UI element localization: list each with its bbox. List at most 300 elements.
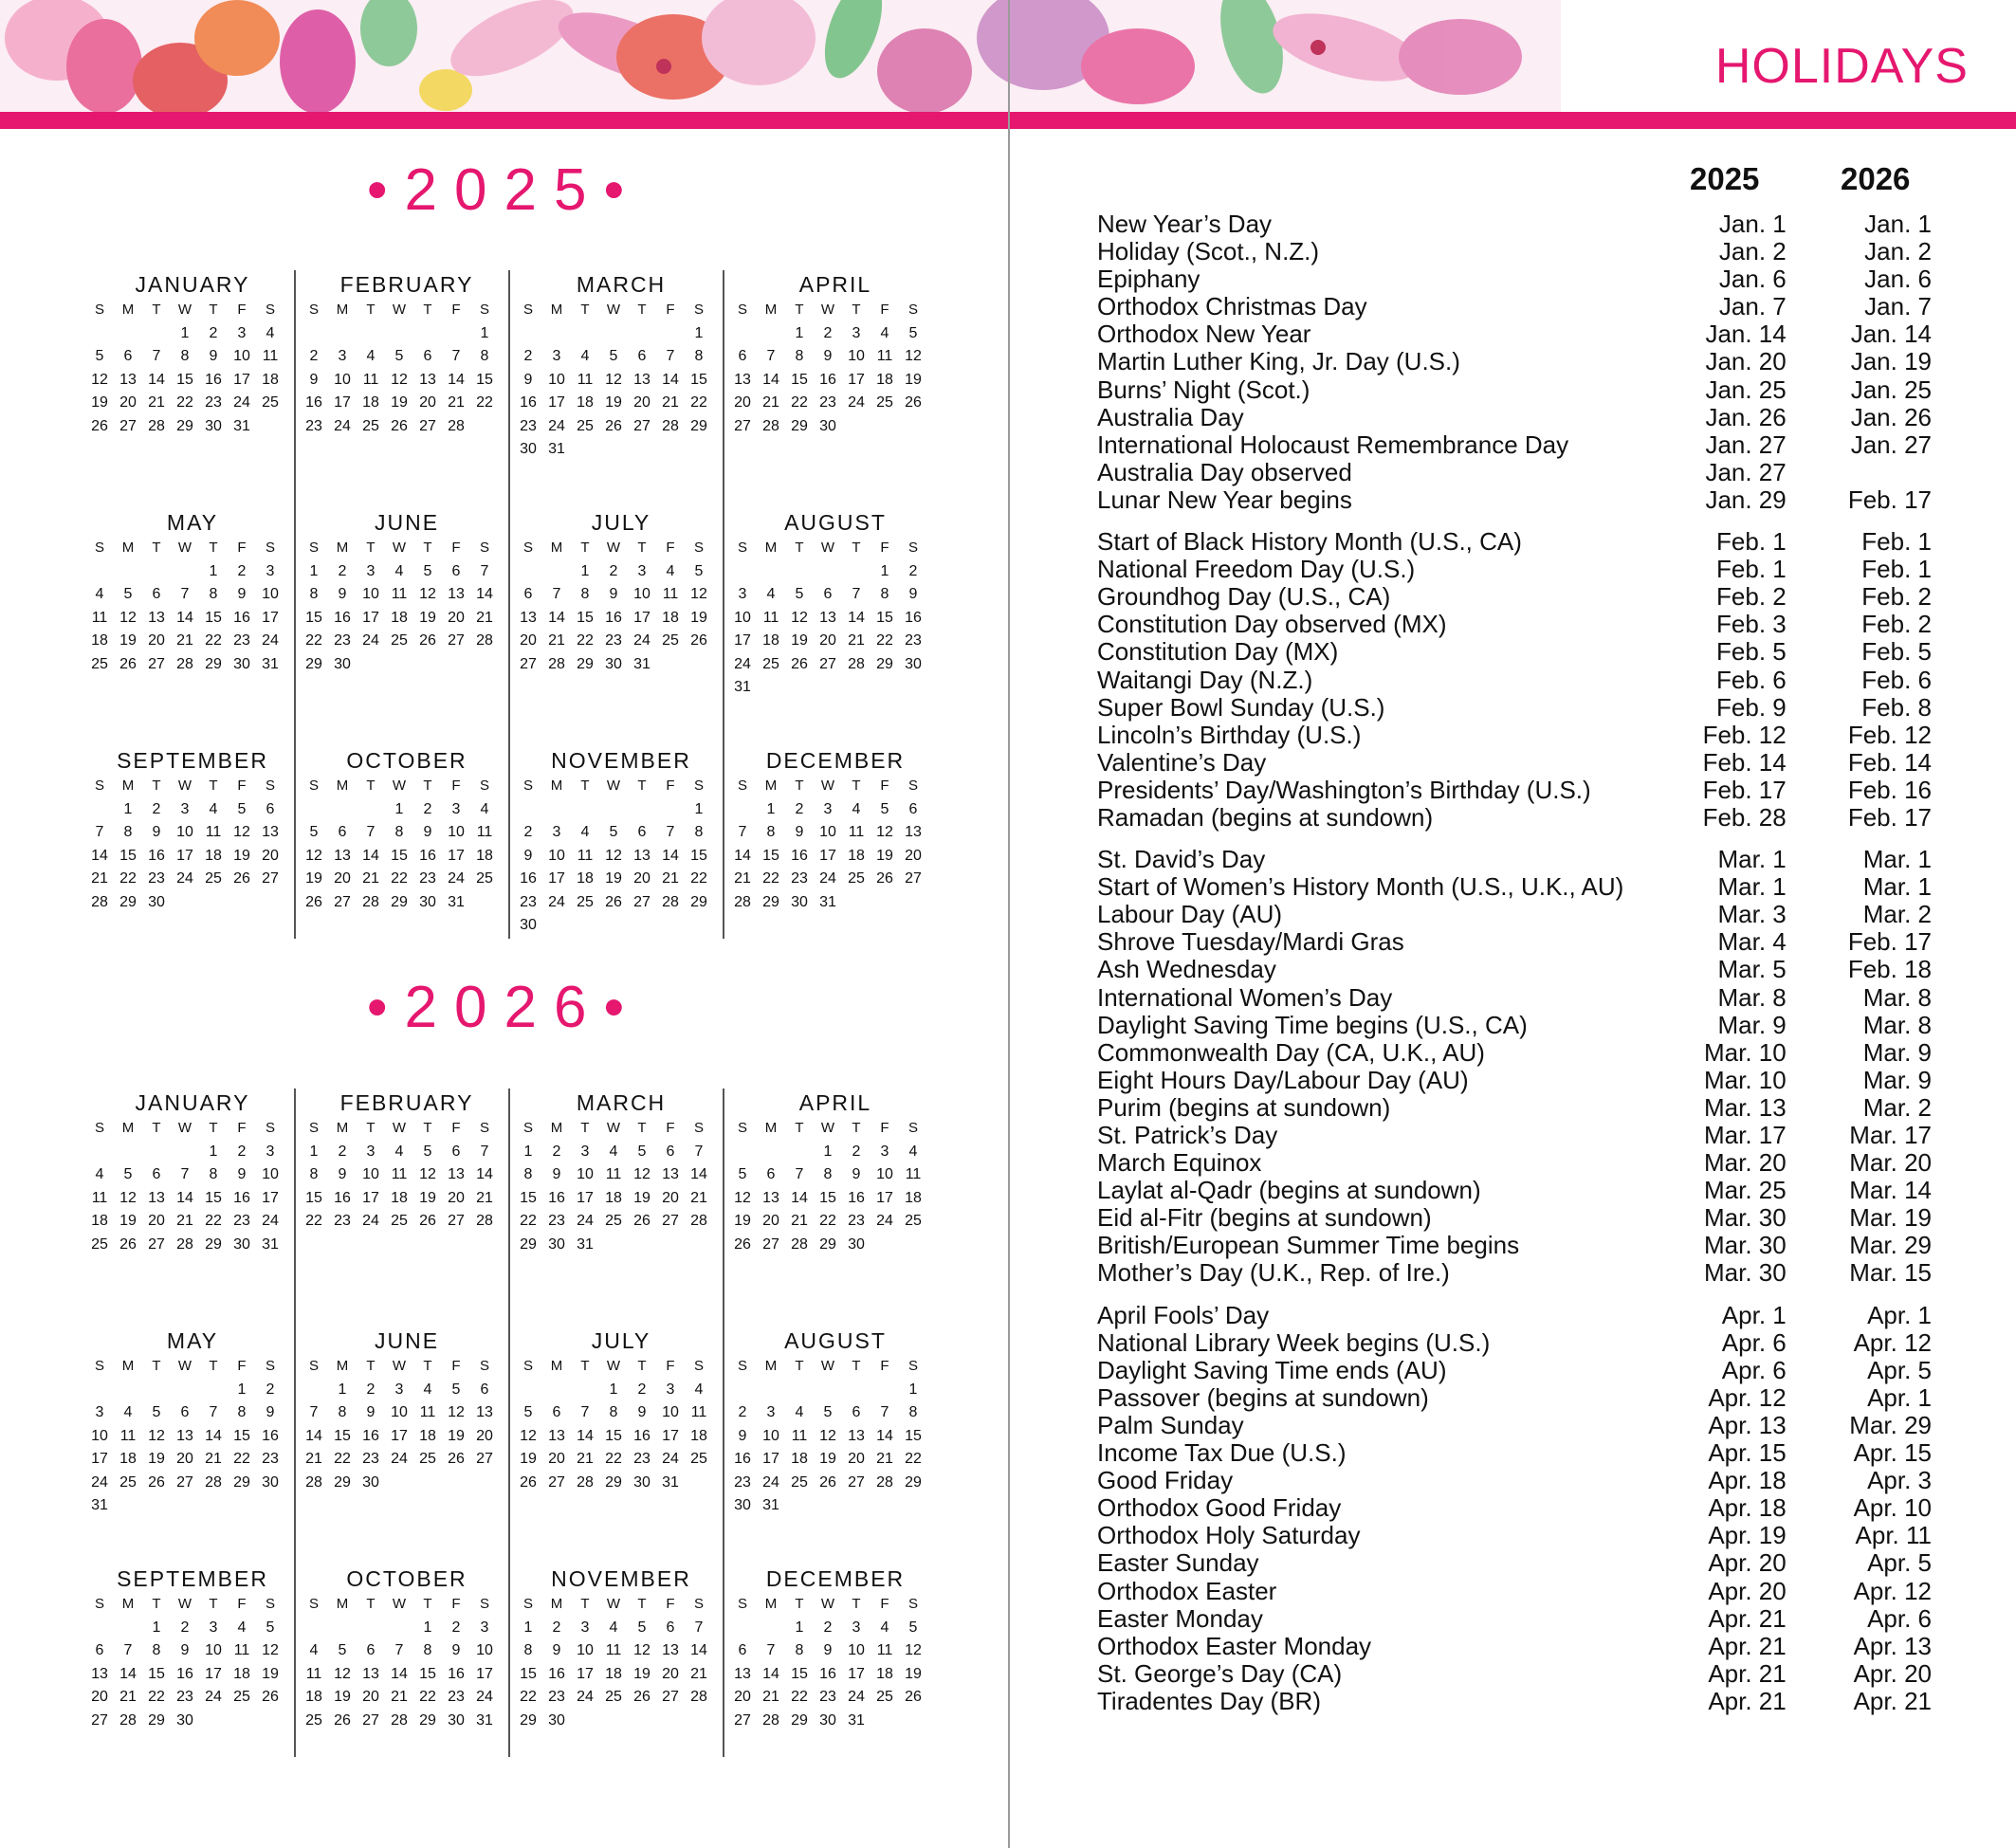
month-name: MARCH bbox=[576, 1090, 667, 1115]
weekday-letter: M bbox=[550, 1358, 563, 1374]
weekday-letter: T bbox=[152, 1120, 161, 1136]
day-number: 7 bbox=[766, 1642, 776, 1658]
day-number: 24 bbox=[662, 1451, 679, 1467]
day-number: 15 bbox=[905, 1427, 922, 1444]
day-number: 9 bbox=[738, 1427, 747, 1444]
day-number: 23 bbox=[819, 394, 836, 411]
day-number bbox=[785, 676, 814, 700]
day-number: 28 bbox=[119, 1711, 137, 1729]
holiday-row bbox=[1097, 1660, 1932, 1688]
weekday-letter: T bbox=[637, 1120, 647, 1136]
day-number: 3 bbox=[666, 1381, 675, 1398]
day-number: 7 bbox=[694, 1619, 704, 1636]
day-number: 1 bbox=[394, 800, 404, 817]
day-number: 30 bbox=[205, 417, 222, 434]
day-number: 5 bbox=[609, 348, 618, 364]
day-number: 23 bbox=[819, 1689, 836, 1705]
day-number: 15 bbox=[233, 1427, 250, 1444]
weekday-header bbox=[728, 299, 943, 322]
day-number: 14 bbox=[148, 371, 165, 388]
day-number: 23 bbox=[305, 417, 322, 434]
day-number: 18 bbox=[362, 394, 379, 411]
day-number: 24 bbox=[734, 655, 751, 672]
day-number bbox=[442, 1472, 470, 1495]
day-number: 11 bbox=[605, 1166, 622, 1182]
day-number: 4 bbox=[666, 562, 675, 579]
day-number: 20 bbox=[119, 394, 137, 411]
day-number bbox=[656, 438, 685, 462]
day-number bbox=[357, 1617, 385, 1640]
day-number: 17 bbox=[848, 371, 865, 388]
weekday-letter: S bbox=[308, 1120, 319, 1136]
day-number: 4 bbox=[394, 562, 404, 579]
day-number: 12 bbox=[148, 1427, 165, 1444]
day-number: 22 bbox=[391, 870, 408, 887]
day-number: 18 bbox=[605, 1189, 622, 1206]
day-number: 16 bbox=[233, 609, 250, 626]
day-number: 3 bbox=[552, 824, 561, 840]
date-2026: Apr. 20 bbox=[1853, 1658, 1932, 1688]
week-row bbox=[85, 653, 300, 677]
date-2026: Feb. 2 bbox=[1861, 610, 1932, 639]
day-number: 29 bbox=[334, 1473, 351, 1491]
day-number: 16 bbox=[520, 870, 537, 887]
date-2025: Jan. 20 bbox=[1705, 347, 1787, 376]
weekday-letter: T bbox=[637, 1358, 647, 1374]
date-2025: Jan. 25 bbox=[1705, 375, 1787, 404]
day-number: 6 bbox=[423, 348, 432, 364]
day-number: 15 bbox=[419, 1665, 436, 1682]
day-number: 6 bbox=[738, 1642, 747, 1658]
day-number bbox=[628, 798, 656, 822]
day-number: 27 bbox=[905, 870, 922, 887]
day-number bbox=[514, 560, 542, 584]
day-number bbox=[85, 1379, 114, 1402]
day-number: 19 bbox=[633, 1665, 651, 1682]
weekday-letter: S bbox=[693, 1120, 704, 1136]
weekday-letter: W bbox=[392, 1120, 407, 1136]
day-number: 29 bbox=[690, 417, 707, 434]
day-number bbox=[171, 1141, 199, 1164]
week-row bbox=[728, 868, 943, 891]
day-number: 26 bbox=[905, 1689, 922, 1705]
day-number: 1 bbox=[480, 324, 489, 341]
weekday-letter: T bbox=[852, 1358, 861, 1374]
day-number: 27 bbox=[176, 1473, 193, 1491]
day-number bbox=[228, 891, 256, 915]
day-number: 5 bbox=[423, 562, 432, 579]
day-number: 16 bbox=[233, 1189, 250, 1206]
day-number bbox=[385, 1472, 413, 1495]
week-row bbox=[85, 1379, 300, 1402]
day-number: 6 bbox=[908, 800, 918, 817]
weekday-letter: S bbox=[94, 1596, 104, 1612]
holiday-row bbox=[1097, 459, 1932, 486]
day-number: 2 bbox=[237, 1143, 247, 1160]
holiday-name: Waitangi Day (N.Z.) bbox=[1097, 665, 1313, 694]
day-number: 22 bbox=[819, 1213, 836, 1229]
day-number: 23 bbox=[548, 1213, 565, 1229]
holiday-name: Orthodox Easter bbox=[1097, 1576, 1277, 1605]
day-number: 13 bbox=[148, 609, 165, 626]
day-number: 24 bbox=[848, 1689, 865, 1705]
day-number bbox=[685, 1472, 713, 1495]
day-number bbox=[413, 322, 442, 346]
day-number bbox=[199, 1494, 228, 1518]
date-2025: Apr. 6 bbox=[1721, 1327, 1787, 1357]
day-number: 4 bbox=[580, 824, 590, 840]
holiday-name: Presidents’ Day/Washington’s Birthday (U.S.) bbox=[1097, 775, 1591, 804]
day-number: 20 bbox=[734, 1689, 751, 1705]
day-number: 19 bbox=[520, 1451, 537, 1467]
day-number: 7 bbox=[694, 1143, 704, 1160]
day-number: 8 bbox=[152, 1642, 161, 1658]
day-number: 14 bbox=[476, 586, 493, 602]
weekday-letter: S bbox=[907, 778, 918, 794]
day-number bbox=[328, 322, 357, 346]
day-number: 5 bbox=[123, 586, 133, 602]
day-number: 23 bbox=[233, 632, 250, 649]
day-number: 5 bbox=[394, 348, 404, 364]
day-number: 29 bbox=[605, 1473, 622, 1491]
day-number: 22 bbox=[520, 1213, 537, 1229]
weekday-letter: S bbox=[693, 1596, 704, 1612]
holiday-name: Start of Women’s History Month (U.S., U.K., AU) bbox=[1097, 872, 1624, 902]
day-number: 17 bbox=[262, 1189, 279, 1206]
holiday-row bbox=[1097, 320, 1932, 348]
day-number: 31 bbox=[734, 679, 751, 695]
day-number: 6 bbox=[637, 348, 647, 364]
day-number bbox=[899, 891, 927, 915]
date-2026: Apr. 3 bbox=[1867, 1466, 1932, 1495]
day-number: 5 bbox=[266, 1619, 275, 1636]
day-number: 4 bbox=[694, 1381, 704, 1398]
day-number: 15 bbox=[791, 371, 808, 388]
month-name: OCTOBER bbox=[346, 748, 467, 773]
day-number: 30 bbox=[520, 441, 537, 457]
week-row bbox=[728, 798, 943, 822]
day-number: 28 bbox=[662, 893, 679, 910]
day-number: 9 bbox=[552, 1642, 561, 1658]
day-number: 10 bbox=[548, 371, 565, 388]
day-number bbox=[757, 1617, 785, 1640]
day-number: 22 bbox=[577, 632, 594, 649]
weekday-letter: W bbox=[606, 302, 621, 318]
day-number: 22 bbox=[205, 1213, 222, 1229]
day-number: 4 bbox=[795, 1404, 804, 1420]
day-number: 30 bbox=[605, 655, 622, 672]
day-number: 21 bbox=[148, 394, 165, 411]
day-number bbox=[785, 1379, 814, 1402]
week-row bbox=[85, 1187, 300, 1211]
day-number: 18 bbox=[848, 847, 865, 864]
day-number: 10 bbox=[734, 609, 751, 626]
day-number: 20 bbox=[91, 1689, 108, 1705]
week-row bbox=[85, 1686, 300, 1710]
day-number: 15 bbox=[876, 609, 893, 626]
day-number: 17 bbox=[848, 1665, 865, 1682]
day-number: 18 bbox=[391, 609, 408, 626]
day-number: 4 bbox=[880, 324, 889, 341]
day-number bbox=[85, 1141, 114, 1164]
holiday-name: Passover (begins at sundown) bbox=[1097, 1382, 1429, 1412]
day-number: 12 bbox=[391, 371, 408, 388]
holiday-row bbox=[1097, 1357, 1932, 1384]
day-number: 7 bbox=[795, 1166, 804, 1182]
day-number: 23 bbox=[205, 394, 222, 411]
day-number: 8 bbox=[309, 1166, 319, 1182]
day-number: 11 bbox=[262, 348, 279, 364]
week-row bbox=[85, 1639, 300, 1663]
day-number: 8 bbox=[309, 586, 319, 602]
date-2025: Feb. 28 bbox=[1702, 802, 1787, 832]
holiday-name: Purim (begins at sundown) bbox=[1097, 1092, 1391, 1122]
weekday-letter: M bbox=[121, 778, 135, 794]
day-number: 14 bbox=[690, 1642, 707, 1658]
week-row bbox=[300, 607, 514, 631]
date-2025: Apr. 21 bbox=[1708, 1658, 1787, 1688]
week-row bbox=[300, 415, 514, 439]
month-name: JULY bbox=[591, 510, 651, 535]
day-number: 4 bbox=[394, 1143, 404, 1160]
holiday-name: National Freedom Day (U.S.) bbox=[1097, 555, 1416, 584]
date-2026: Mar. 9 bbox=[1862, 1037, 1932, 1067]
weekday-letter: F bbox=[451, 778, 461, 794]
week-row bbox=[514, 1187, 728, 1211]
day-number: 6 bbox=[738, 348, 747, 364]
weekday-letter: S bbox=[737, 1120, 747, 1136]
day-number: 19 bbox=[148, 1451, 165, 1467]
day-number: 28 bbox=[848, 655, 865, 672]
day-number: 28 bbox=[91, 893, 108, 910]
week-row bbox=[728, 1448, 943, 1472]
week-row bbox=[300, 798, 514, 822]
day-number: 2 bbox=[209, 324, 218, 341]
day-number bbox=[171, 560, 199, 584]
holiday-name: Burns’ Night (Scot.) bbox=[1097, 375, 1310, 404]
date-2025: Feb. 9 bbox=[1716, 692, 1787, 722]
day-number bbox=[142, 1494, 171, 1518]
day-number: 26 bbox=[734, 1235, 751, 1253]
day-number: 24 bbox=[176, 870, 193, 887]
day-number: 22 bbox=[334, 1451, 351, 1467]
weekday-letter: F bbox=[451, 1596, 461, 1612]
weekday-letter: M bbox=[121, 1596, 135, 1612]
day-number: 5 bbox=[908, 324, 918, 341]
week-row bbox=[300, 630, 514, 653]
day-number bbox=[785, 560, 814, 584]
day-number: 30 bbox=[520, 917, 537, 933]
day-number: 12 bbox=[905, 1642, 922, 1658]
weekday-letter: M bbox=[550, 302, 563, 318]
weekday-letter: T bbox=[852, 302, 861, 318]
day-number: 13 bbox=[334, 847, 351, 864]
date-2026: Jan. 26 bbox=[1850, 402, 1932, 431]
day-number: 29 bbox=[762, 893, 779, 910]
day-number: 30 bbox=[419, 893, 436, 910]
day-number: 8 bbox=[209, 1166, 218, 1182]
holiday-row bbox=[1097, 1412, 1932, 1439]
day-number: 5 bbox=[237, 800, 247, 817]
week-row bbox=[514, 1210, 728, 1234]
holiday-name: Eight Hours Day/Labour Day (AU) bbox=[1097, 1065, 1469, 1094]
day-number: 8 bbox=[880, 586, 889, 602]
day-number: 22 bbox=[205, 632, 222, 649]
day-number: 20 bbox=[633, 394, 651, 411]
week-row bbox=[514, 1639, 728, 1663]
date-2025: Apr. 18 bbox=[1708, 1493, 1787, 1523]
week-row bbox=[514, 630, 728, 653]
holiday-name: Orthodox Easter Monday bbox=[1097, 1631, 1372, 1660]
day-number: 27 bbox=[520, 655, 537, 672]
day-number: 23 bbox=[176, 1689, 193, 1705]
week-row bbox=[85, 1425, 300, 1449]
weekday-letter: T bbox=[795, 1596, 804, 1612]
date-2026: Jan. 14 bbox=[1850, 320, 1932, 349]
day-number: 1 bbox=[338, 1381, 347, 1398]
holiday-row bbox=[1097, 1329, 1932, 1357]
month-september bbox=[85, 1564, 300, 1732]
week-row bbox=[514, 891, 728, 915]
weekday-letter: W bbox=[392, 540, 407, 556]
day-number: 29 bbox=[305, 655, 322, 672]
weekday-header bbox=[85, 1117, 300, 1141]
weekday-letter: S bbox=[693, 302, 704, 318]
weekday-letter: T bbox=[637, 540, 647, 556]
day-number: 22 bbox=[905, 1451, 922, 1467]
day-number: 27 bbox=[662, 1213, 679, 1229]
day-number: 5 bbox=[738, 1166, 747, 1182]
day-number bbox=[871, 1234, 899, 1257]
day-number: 18 bbox=[91, 632, 108, 649]
day-number: 16 bbox=[305, 394, 322, 411]
day-number: 19 bbox=[305, 870, 322, 887]
weekday-letter: W bbox=[392, 778, 407, 794]
day-number: 10 bbox=[548, 847, 565, 864]
day-number: 13 bbox=[762, 1189, 779, 1206]
day-number: 15 bbox=[205, 609, 222, 626]
day-number: 21 bbox=[176, 632, 193, 649]
day-number: 3 bbox=[366, 1143, 376, 1160]
day-number: 28 bbox=[176, 655, 193, 672]
day-number: 15 bbox=[334, 1427, 351, 1444]
day-number: 29 bbox=[520, 1711, 537, 1729]
week-row bbox=[300, 1686, 514, 1710]
day-number: 16 bbox=[148, 847, 165, 864]
date-2026: Feb. 2 bbox=[1861, 582, 1932, 612]
date-2025: Apr. 21 bbox=[1708, 1631, 1787, 1660]
day-number: 20 bbox=[662, 1189, 679, 1206]
day-number: 23 bbox=[419, 870, 436, 887]
month-name: MAY bbox=[166, 510, 219, 535]
week-row bbox=[300, 560, 514, 584]
day-number bbox=[385, 322, 413, 346]
date-2025: Feb. 2 bbox=[1716, 582, 1787, 612]
day-number: 17 bbox=[633, 609, 651, 626]
weekday-header bbox=[300, 775, 514, 798]
day-number: 1 bbox=[152, 1619, 161, 1636]
day-number: 8 bbox=[795, 348, 804, 364]
day-number: 25 bbox=[305, 1711, 322, 1729]
day-number: 23 bbox=[362, 1451, 379, 1467]
weekday-letter: S bbox=[737, 540, 747, 556]
holiday-row bbox=[1097, 238, 1932, 265]
day-number: 15 bbox=[305, 609, 322, 626]
day-number: 6 bbox=[266, 800, 275, 817]
day-number: 27 bbox=[148, 655, 165, 672]
day-number bbox=[656, 322, 685, 346]
day-number: 7 bbox=[451, 348, 461, 364]
day-number bbox=[757, 1379, 785, 1402]
day-number: 13 bbox=[262, 824, 279, 840]
weekday-letter: S bbox=[94, 540, 104, 556]
day-number: 21 bbox=[305, 1451, 322, 1467]
day-number bbox=[114, 1379, 142, 1402]
weekday-letter: F bbox=[880, 778, 889, 794]
day-number: 12 bbox=[119, 1189, 137, 1206]
day-number: 29 bbox=[876, 655, 893, 672]
day-number: 22 bbox=[876, 632, 893, 649]
date-2026: Mar. 29 bbox=[1849, 1410, 1932, 1439]
month-may bbox=[85, 508, 300, 676]
day-number: 12 bbox=[819, 1427, 836, 1444]
day-number bbox=[85, 1617, 114, 1640]
holiday-name: St. David’s Day bbox=[1097, 845, 1266, 874]
day-number: 5 bbox=[694, 562, 704, 579]
day-number: 25 bbox=[262, 394, 279, 411]
weekday-letter: T bbox=[423, 540, 432, 556]
date-2025: Jan. 7 bbox=[1718, 292, 1787, 321]
day-number: 25 bbox=[476, 870, 493, 887]
holiday-row bbox=[1097, 1384, 1932, 1412]
day-number bbox=[628, 438, 656, 462]
weekday-letter: S bbox=[522, 1358, 533, 1374]
day-number: 19 bbox=[119, 1213, 137, 1229]
day-number: 18 bbox=[605, 1665, 622, 1682]
day-number: 27 bbox=[148, 1235, 165, 1253]
day-number: 26 bbox=[633, 1689, 651, 1705]
day-number: 2 bbox=[266, 1381, 275, 1398]
day-number: 21 bbox=[577, 1451, 594, 1467]
weekday-letter: T bbox=[152, 302, 161, 318]
date-2026: Apr. 11 bbox=[1855, 1521, 1932, 1550]
day-number: 10 bbox=[577, 1642, 594, 1658]
day-number: 20 bbox=[148, 632, 165, 649]
weekday-letter: F bbox=[880, 1596, 889, 1612]
day-number: 25 bbox=[577, 417, 594, 434]
day-number: 1 bbox=[180, 324, 190, 341]
day-number: 29 bbox=[819, 1235, 836, 1253]
weekday-letter: T bbox=[423, 1596, 432, 1612]
day-number: 10 bbox=[448, 824, 465, 840]
day-number: 8 bbox=[338, 1404, 347, 1420]
day-number: 6 bbox=[338, 824, 347, 840]
day-number bbox=[413, 1472, 442, 1495]
day-number: 14 bbox=[876, 1427, 893, 1444]
day-number bbox=[300, 322, 328, 346]
weekday-letter: F bbox=[237, 1358, 247, 1374]
holiday-name: Ash Wednesday bbox=[1097, 955, 1276, 984]
day-number: 1 bbox=[309, 562, 319, 579]
week-row bbox=[300, 868, 514, 891]
day-number: 3 bbox=[209, 1619, 218, 1636]
day-number: 4 bbox=[123, 1404, 133, 1420]
day-number: 30 bbox=[819, 417, 836, 434]
weekday-header bbox=[85, 1355, 300, 1379]
day-number: 25 bbox=[905, 1213, 922, 1229]
date-2026: Feb. 12 bbox=[1847, 720, 1932, 749]
holiday-row bbox=[1097, 486, 1932, 514]
